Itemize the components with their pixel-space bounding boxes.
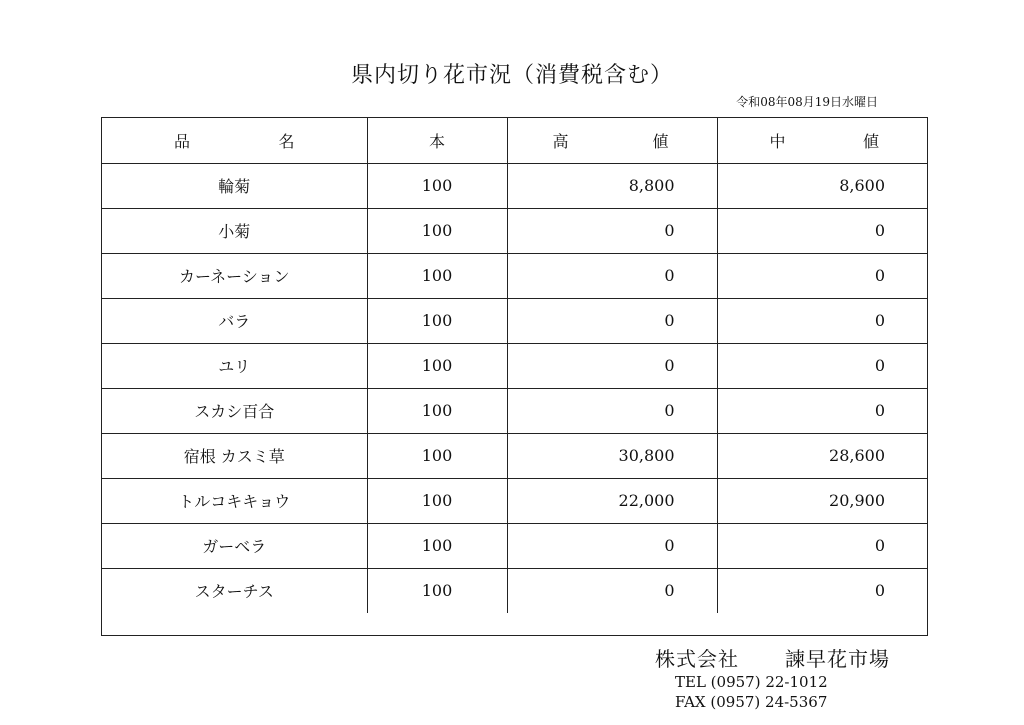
table-row bbox=[102, 388, 927, 433]
cell-mid: 28,600 bbox=[717, 433, 927, 478]
cell-count: 100 bbox=[367, 568, 507, 613]
table-row bbox=[102, 568, 927, 613]
table-row bbox=[102, 433, 927, 478]
table-row bbox=[102, 163, 927, 208]
table-row bbox=[102, 478, 927, 523]
cell-high: 22,000 bbox=[507, 478, 717, 523]
cell-name: ユリ bbox=[102, 343, 367, 388]
table-row bbox=[102, 298, 927, 343]
cell-mid: 8,600 bbox=[717, 163, 927, 208]
table-row bbox=[102, 523, 927, 568]
cell-name: 小菊 bbox=[102, 208, 367, 253]
cell-count: 100 bbox=[367, 388, 507, 433]
cell-name: 輪菊 bbox=[102, 163, 367, 208]
cell-mid: 0 bbox=[717, 343, 927, 388]
fax-line: FAX (0957) 24-5367 bbox=[675, 693, 828, 711]
cell-high: 8,800 bbox=[507, 163, 717, 208]
header-name-part-2: 名 bbox=[278, 131, 295, 151]
cell-high: 0 bbox=[507, 343, 717, 388]
header-name bbox=[102, 118, 367, 163]
cell-mid: 20,900 bbox=[717, 478, 927, 523]
header-high-part-2: 値 bbox=[652, 131, 669, 151]
header-mid-part-2: 値 bbox=[862, 131, 879, 151]
cell-high: 0 bbox=[507, 568, 717, 613]
cell-high: 0 bbox=[507, 388, 717, 433]
cell-high: 0 bbox=[507, 298, 717, 343]
company-name: 諫早花市場 bbox=[785, 647, 890, 671]
cell-mid: 0 bbox=[717, 208, 927, 253]
cell-count: 100 bbox=[367, 433, 507, 478]
table-row bbox=[102, 253, 927, 298]
header-mid-part-1: 中 bbox=[769, 131, 786, 151]
cell-count: 100 bbox=[367, 298, 507, 343]
cell-high: 30,800 bbox=[507, 433, 717, 478]
company-footer bbox=[655, 643, 955, 712]
cell-mid: 0 bbox=[717, 388, 927, 433]
header-count: 本 bbox=[367, 118, 507, 163]
header-high bbox=[507, 118, 717, 163]
report-date: 令和08年08月19日水曜日 bbox=[736, 95, 878, 109]
cell-name: 宿根 カスミ草 bbox=[102, 433, 367, 478]
tel-line: TEL (0957) 22-1012 bbox=[675, 673, 828, 691]
cell-count: 100 bbox=[367, 253, 507, 298]
cell-count: 100 bbox=[367, 478, 507, 523]
table-header-row bbox=[102, 118, 927, 163]
cell-mid: 0 bbox=[717, 253, 927, 298]
cell-high: 0 bbox=[507, 208, 717, 253]
cell-count: 100 bbox=[367, 163, 507, 208]
cell-mid: 0 bbox=[717, 298, 927, 343]
cell-name: スターチス bbox=[102, 568, 367, 613]
company-line bbox=[655, 643, 955, 672]
cell-high: 0 bbox=[507, 523, 717, 568]
cell-count: 100 bbox=[367, 343, 507, 388]
cell-count: 100 bbox=[367, 208, 507, 253]
cell-mid: 0 bbox=[874, 581, 885, 601]
header-high-part-1: 高 bbox=[552, 131, 569, 151]
cell-name: スカシ百合 bbox=[102, 388, 367, 433]
header-name-part-1: 品 bbox=[174, 131, 191, 151]
cell-name: バラ bbox=[102, 298, 367, 343]
table-row bbox=[102, 343, 927, 388]
cell-name: トルコキキョウ bbox=[102, 478, 367, 523]
cell-high: 0 bbox=[507, 253, 717, 298]
header-mid bbox=[717, 118, 927, 163]
company-type: 株式会社 bbox=[655, 647, 739, 671]
cell-count: 100 bbox=[367, 523, 507, 568]
cell-mid: 0 bbox=[717, 523, 927, 568]
cell-name: ガーベラ bbox=[102, 523, 367, 568]
cell-name: カーネーション bbox=[102, 253, 367, 298]
page-title: 県内切り花市況（消費税含む） bbox=[350, 63, 673, 88]
table-row bbox=[102, 208, 927, 253]
market-table bbox=[101, 117, 928, 636]
